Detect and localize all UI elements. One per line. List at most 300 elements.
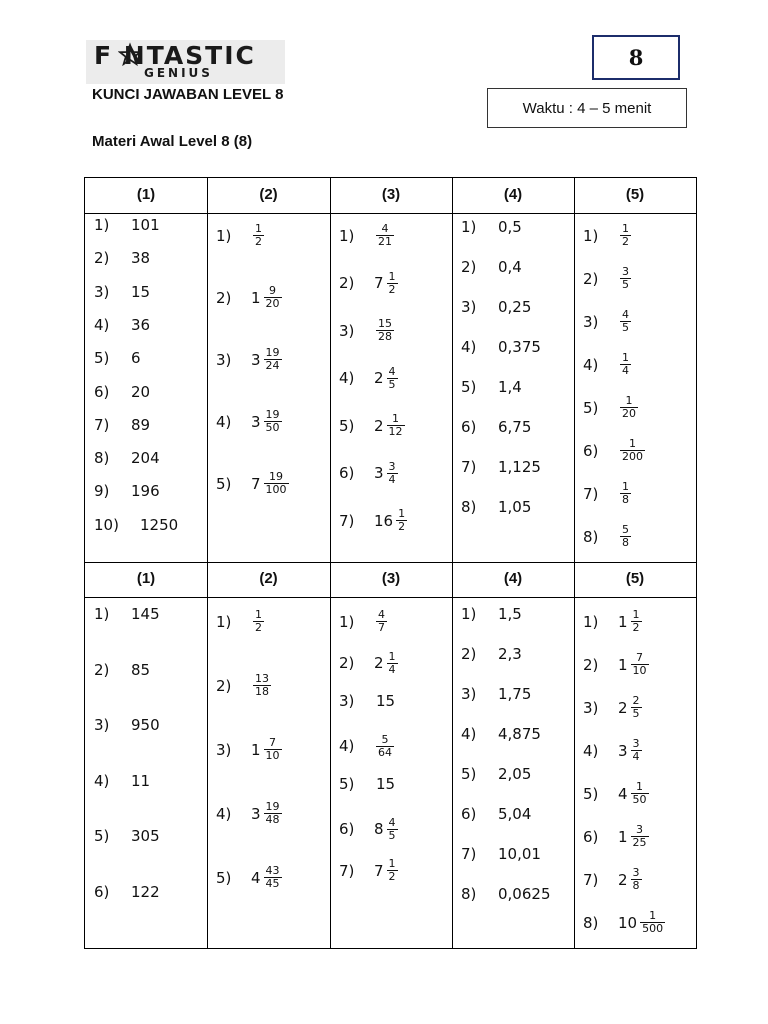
column-header: (5): [625, 186, 645, 203]
answer-item: [94, 283, 150, 301]
answer-value: 0,0625: [498, 885, 551, 903]
answer-value: 196: [131, 482, 160, 501]
fraction-numerator: 1: [388, 649, 396, 663]
fraction-numerator: 19: [269, 470, 284, 483]
fraction: [376, 609, 387, 634]
column-header: (3): [381, 570, 401, 587]
fraction: [387, 651, 398, 676]
fraction-denominator: 48: [265, 813, 280, 826]
answer-item: [94, 316, 150, 334]
answer-value: 4,875: [498, 725, 541, 743]
answer-number: 6): [94, 882, 110, 901]
answer-item: [216, 285, 282, 310]
fraction-whole: 16: [374, 511, 394, 530]
fraction-whole: 1: [618, 612, 628, 631]
answer-value: 38: [131, 249, 151, 268]
fraction-denominator: 2: [255, 235, 262, 248]
column-header: (2): [259, 186, 278, 203]
fraction-denominator: 10: [265, 749, 280, 762]
answer-item: [461, 218, 522, 236]
fraction-numerator: 9: [269, 284, 277, 297]
fraction-numerator: 1: [622, 480, 629, 493]
answer-number: 5): [216, 868, 232, 887]
answer-item: [339, 223, 394, 248]
answer-number: 3): [216, 740, 232, 759]
answer-number: 3): [339, 692, 355, 710]
fraction-denominator: 25: [632, 836, 647, 849]
answer-number: 4): [216, 804, 232, 823]
fraction-numerator: 5: [622, 523, 629, 536]
fraction-denominator: 4: [388, 662, 396, 676]
answer-number: 5): [583, 398, 599, 417]
answer-item: [216, 223, 264, 248]
fraction: [631, 824, 649, 849]
answer-number: 5): [461, 765, 477, 783]
answer-item: [583, 609, 642, 634]
answer-value: 15: [376, 775, 396, 793]
fraction: [264, 471, 289, 496]
logo: [86, 40, 285, 84]
answer-number: 3): [583, 698, 599, 717]
answer-number: 1): [94, 605, 110, 623]
answer-number: 8): [461, 498, 477, 516]
answer-value: 145: [131, 605, 160, 623]
fraction: [631, 738, 642, 763]
fraction-numerator: 19: [265, 346, 280, 359]
fraction: [631, 781, 649, 806]
answer-item: [94, 249, 150, 267]
answer-number: 2): [216, 288, 232, 307]
fraction-denominator: 4: [622, 364, 629, 377]
fraction-numerator: 1: [398, 507, 406, 520]
column-header: (3): [381, 186, 401, 203]
answer-item: [94, 883, 160, 901]
fraction-numerator: 1: [629, 437, 636, 450]
answer-value: 15: [376, 692, 396, 710]
answer-value: 101: [131, 216, 160, 234]
fraction: [620, 266, 631, 291]
answer-number: 1): [583, 612, 599, 631]
fraction-whole: 1: [251, 288, 261, 307]
fraction-whole: 2: [374, 369, 384, 387]
fraction: [253, 673, 271, 698]
fraction-whole: 3: [618, 741, 628, 760]
fraction-numerator: 1: [255, 608, 262, 621]
answer-item: [94, 216, 160, 234]
fraction: [620, 438, 645, 463]
answer-item: [216, 737, 282, 762]
page-title: KUNCI JAWABAN LEVEL 8: [92, 86, 284, 103]
answer-number: 7): [339, 861, 355, 880]
fraction: [264, 737, 282, 762]
fraction-denominator: 28: [378, 330, 392, 343]
answer-item: [339, 461, 398, 486]
column-header: (4): [503, 570, 523, 587]
answer-number: 5): [583, 784, 599, 803]
answer-item: [216, 409, 282, 434]
fraction-numerator: 2: [632, 694, 640, 707]
answer-value: 0,25: [498, 298, 532, 316]
answer-item: [94, 482, 160, 500]
fraction-numerator: 19: [265, 408, 280, 421]
answer-number: 1): [216, 612, 232, 631]
fraction: [631, 867, 642, 892]
answer-item: [583, 824, 649, 849]
answer-item: [216, 347, 282, 372]
answer-number: 5): [461, 378, 477, 396]
answer-item: [583, 352, 631, 377]
answer-item: [216, 673, 271, 698]
answer-number: 1): [461, 218, 477, 236]
answer-value: 1,125: [498, 458, 541, 476]
fraction-whole: 1: [251, 740, 261, 759]
fraction-denominator: 200: [622, 450, 643, 463]
time-box: Waktu : 4 – 5 menit: [487, 88, 687, 128]
answer-value: 0,4: [498, 258, 522, 276]
fraction: [631, 609, 642, 634]
answer-number: 6): [339, 820, 355, 838]
fraction-denominator: 2: [388, 870, 396, 883]
answer-item: [339, 692, 395, 710]
answer-value: 305: [131, 827, 160, 845]
fraction-whole: 7: [374, 861, 384, 880]
fraction: [376, 734, 394, 759]
fraction: [376, 318, 394, 343]
answer-item: [583, 438, 645, 463]
fraction: [396, 508, 407, 533]
answer-number: 3): [216, 350, 232, 369]
row-divider: [85, 213, 696, 214]
fraction-denominator: 64: [378, 745, 392, 759]
fraction-denominator: 2: [388, 282, 396, 296]
answer-number: 7): [461, 845, 477, 863]
fraction-numerator: 1: [388, 857, 396, 870]
answer-item: [94, 416, 150, 434]
answer-item: [461, 885, 551, 903]
answer-number: 10): [94, 515, 119, 534]
fraction: [253, 609, 264, 634]
fraction-whole: 3: [374, 464, 384, 482]
answer-value: 10,01: [498, 845, 541, 863]
fraction-numerator: 5: [381, 732, 389, 746]
answer-item: [216, 801, 282, 826]
column-header: (2): [259, 570, 278, 587]
answer-number: 2): [339, 274, 355, 292]
fraction-numerator: 4: [388, 364, 396, 378]
fraction-denominator: 50: [632, 793, 647, 806]
fraction-denominator: 21: [378, 235, 392, 248]
answer-item: [94, 383, 150, 401]
answer-item: [94, 716, 160, 734]
answer-item: [583, 781, 649, 806]
answer-value: 204: [131, 449, 160, 468]
fraction-whole: 2: [618, 870, 628, 889]
fraction-denominator: 5: [622, 278, 629, 291]
answer-number: 3): [461, 298, 477, 316]
fraction: [376, 223, 394, 248]
answer-number: 4): [461, 338, 477, 356]
answer-item: [339, 271, 398, 296]
answer-number: 1): [583, 226, 599, 245]
fraction-whole: 7: [374, 274, 384, 292]
answer-number: 6): [339, 464, 355, 482]
answer-number: 9): [94, 482, 110, 501]
answer-value: 2,05: [498, 765, 532, 783]
answer-number: 3): [461, 685, 477, 703]
answer-item: [583, 524, 631, 549]
answer-number: 2): [94, 249, 110, 268]
fraction-denominator: 10: [632, 664, 647, 677]
answer-value: 1,4: [498, 378, 522, 396]
fraction-denominator: 2: [255, 621, 262, 634]
answer-item: [583, 481, 631, 506]
fraction-numerator: 19: [265, 800, 280, 813]
fraction: [253, 223, 264, 248]
answer-number: 6): [583, 441, 599, 460]
fraction-denominator: 2: [398, 520, 406, 533]
fraction-denominator: 8: [622, 536, 629, 549]
answer-item: [339, 775, 395, 793]
answer-number: 5): [94, 349, 110, 368]
fraction-denominator: 5: [388, 377, 396, 391]
answer-number: 8): [461, 885, 477, 903]
answer-number: 6): [94, 382, 110, 401]
fraction: [387, 271, 398, 296]
fraction-numerator: 15: [378, 317, 392, 330]
column-header: (4): [503, 186, 523, 203]
fraction-numerator: 3: [636, 823, 644, 836]
answer-item: [94, 349, 141, 367]
answer-number: 2): [461, 258, 477, 276]
fraction-denominator: 50: [265, 421, 280, 434]
answer-value: 1250: [140, 515, 179, 534]
fraction-whole: 2: [618, 698, 628, 717]
fraction: [387, 461, 398, 486]
answer-number: 1): [216, 226, 232, 245]
answer-item: [583, 652, 649, 677]
answer-value: 2,3: [498, 645, 522, 663]
logo-subtext: GENIUS: [144, 66, 213, 80]
answer-number: 2): [216, 676, 232, 695]
fraction: [631, 695, 642, 720]
answer-item: [583, 395, 638, 420]
answer-item: [461, 685, 531, 703]
answer-number: 7): [339, 511, 355, 530]
answer-value: 85: [131, 660, 151, 679]
fraction: [264, 347, 282, 372]
answer-number: 2): [461, 645, 477, 663]
answer-value: 950: [131, 716, 160, 734]
fraction-denominator: 12: [388, 425, 403, 438]
fraction-numerator: 4: [388, 815, 396, 829]
fraction-denominator: 5: [632, 707, 640, 720]
answer-item: [339, 318, 394, 343]
fraction-denominator: 24: [265, 359, 280, 372]
answer-item: [339, 413, 405, 438]
answer-item: [461, 458, 541, 476]
answer-number: 7): [583, 870, 599, 889]
answer-value: 122: [131, 882, 160, 901]
answer-number: 6): [461, 805, 477, 823]
answer-number: 4): [461, 725, 477, 743]
fraction-whole: 3: [251, 804, 261, 823]
answer-value: 6,75: [498, 418, 532, 436]
answer-item: [461, 418, 531, 436]
answer-item: [339, 366, 398, 391]
answer-value: 1,05: [498, 498, 532, 516]
answer-item: [94, 449, 160, 467]
answer-item: [94, 772, 150, 790]
answer-item: [94, 827, 160, 845]
answer-number: 6): [583, 827, 599, 846]
answer-item: [583, 867, 642, 892]
answer-number: 7): [583, 484, 599, 503]
answer-number: 7): [94, 415, 110, 434]
answer-number: 5): [339, 775, 355, 793]
answer-item: [583, 309, 631, 334]
answer-number: 3): [94, 282, 110, 301]
answer-number: 5): [339, 416, 355, 435]
fraction: [620, 524, 631, 549]
answer-number: 1): [339, 612, 355, 631]
answer-item: [339, 508, 407, 533]
fraction-denominator: 5: [622, 321, 629, 334]
answer-number: 3): [94, 716, 110, 734]
answer-item: [583, 266, 631, 291]
answer-value: 5,04: [498, 805, 532, 823]
answer-item: [461, 805, 531, 823]
fraction: [264, 409, 282, 434]
answer-number: 4): [583, 741, 599, 760]
answer-item: [339, 734, 394, 759]
fraction-denominator: 4: [632, 750, 640, 763]
answer-item: [461, 258, 522, 276]
answer-number: 4): [583, 355, 599, 374]
fraction-denominator: 5: [388, 828, 396, 842]
answer-item: [461, 378, 522, 396]
answer-item: [339, 651, 398, 676]
fraction-denominator: 8: [632, 879, 640, 892]
fraction-denominator: 100: [265, 483, 287, 496]
fraction-numerator: 1: [636, 780, 644, 793]
logo-text: F NTASTIC: [94, 41, 256, 70]
fraction: [620, 481, 631, 506]
answer-item: [461, 645, 522, 663]
answer-number: 2): [583, 655, 599, 674]
answer-number: 3): [583, 312, 599, 331]
fraction-denominator: 2: [622, 235, 629, 248]
fraction-numerator: 1: [649, 909, 657, 922]
fraction-whole: 8: [374, 820, 384, 838]
answer-number: 2): [583, 269, 599, 288]
answer-item: [583, 223, 631, 248]
fraction-whole: 2: [374, 416, 384, 435]
fraction-denominator: 18: [255, 685, 269, 698]
fraction: [640, 910, 665, 935]
fraction-numerator: 13: [255, 672, 269, 685]
fraction-denominator: 20: [265, 297, 280, 310]
answer-value: 0,375: [498, 338, 541, 356]
answer-value: 1,75: [498, 685, 532, 703]
answer-number: 4): [339, 369, 355, 387]
fraction-numerator: 1: [388, 269, 396, 283]
fraction-denominator: 7: [378, 621, 385, 634]
answer-item: [216, 471, 289, 496]
fraction: [620, 352, 631, 377]
fraction-numerator: 3: [622, 265, 629, 278]
fraction-whole: 7: [251, 474, 261, 493]
answer-value: 89: [131, 415, 151, 434]
fraction-numerator: 43: [265, 864, 280, 877]
answer-value: 6: [131, 349, 141, 368]
answer-value: 11: [131, 771, 151, 790]
answer-value: 36: [131, 315, 151, 334]
answer-item: [461, 298, 531, 316]
page-subtitle: Materi Awal Level 8 (8): [92, 133, 253, 150]
fraction-denominator: 45: [265, 877, 280, 890]
fraction-numerator: 3: [632, 737, 640, 750]
fraction-numerator: 1: [622, 222, 629, 235]
answer-item: [583, 738, 642, 763]
answer-key-table: [84, 177, 697, 949]
answer-value: 1,5: [498, 605, 522, 623]
fraction-whole: 3: [251, 350, 261, 369]
row-divider: [85, 597, 696, 598]
fraction: [620, 223, 631, 248]
fraction: [264, 285, 282, 310]
fraction-numerator: 1: [392, 412, 400, 425]
answer-item: [461, 605, 522, 623]
fraction: [631, 652, 649, 677]
fraction-whole: 4: [251, 868, 261, 887]
answer-item: [339, 817, 398, 842]
column-header: (1): [136, 186, 156, 203]
answer-item: [583, 695, 642, 720]
fraction-denominator: 20: [622, 407, 636, 420]
answer-number: 8): [94, 449, 110, 468]
answer-item: [94, 516, 178, 534]
fraction-numerator: 4: [622, 308, 629, 321]
fraction: [264, 865, 282, 890]
answer-number: 4): [216, 412, 232, 431]
fraction-denominator: 4: [388, 472, 396, 486]
fraction-numerator: 3: [632, 866, 640, 879]
fraction: [387, 858, 398, 883]
answer-number: 1): [461, 605, 477, 623]
answer-number: 1): [339, 226, 355, 245]
fraction: [620, 395, 638, 420]
fraction-whole: 1: [618, 655, 628, 674]
answer-number: 5): [216, 474, 232, 493]
fraction-whole: 3: [251, 412, 261, 431]
answer-item: [461, 765, 531, 783]
fraction-numerator: 1: [622, 351, 629, 364]
fraction-denominator: 2: [632, 621, 640, 634]
fraction-numerator: 7: [269, 736, 277, 749]
answer-number: 5): [94, 827, 110, 845]
answer-number: 8): [583, 913, 599, 932]
answer-item: [216, 609, 264, 634]
answer-number: 7): [461, 458, 477, 476]
column-header: (1): [136, 570, 156, 587]
answer-item: [216, 865, 282, 890]
star-icon: [118, 41, 142, 69]
fraction-numerator: 1: [255, 222, 262, 235]
fraction: [387, 817, 398, 842]
answer-number: 2): [94, 660, 110, 679]
fraction-denominator: 8: [622, 493, 629, 506]
answer-number: 1): [94, 216, 110, 234]
